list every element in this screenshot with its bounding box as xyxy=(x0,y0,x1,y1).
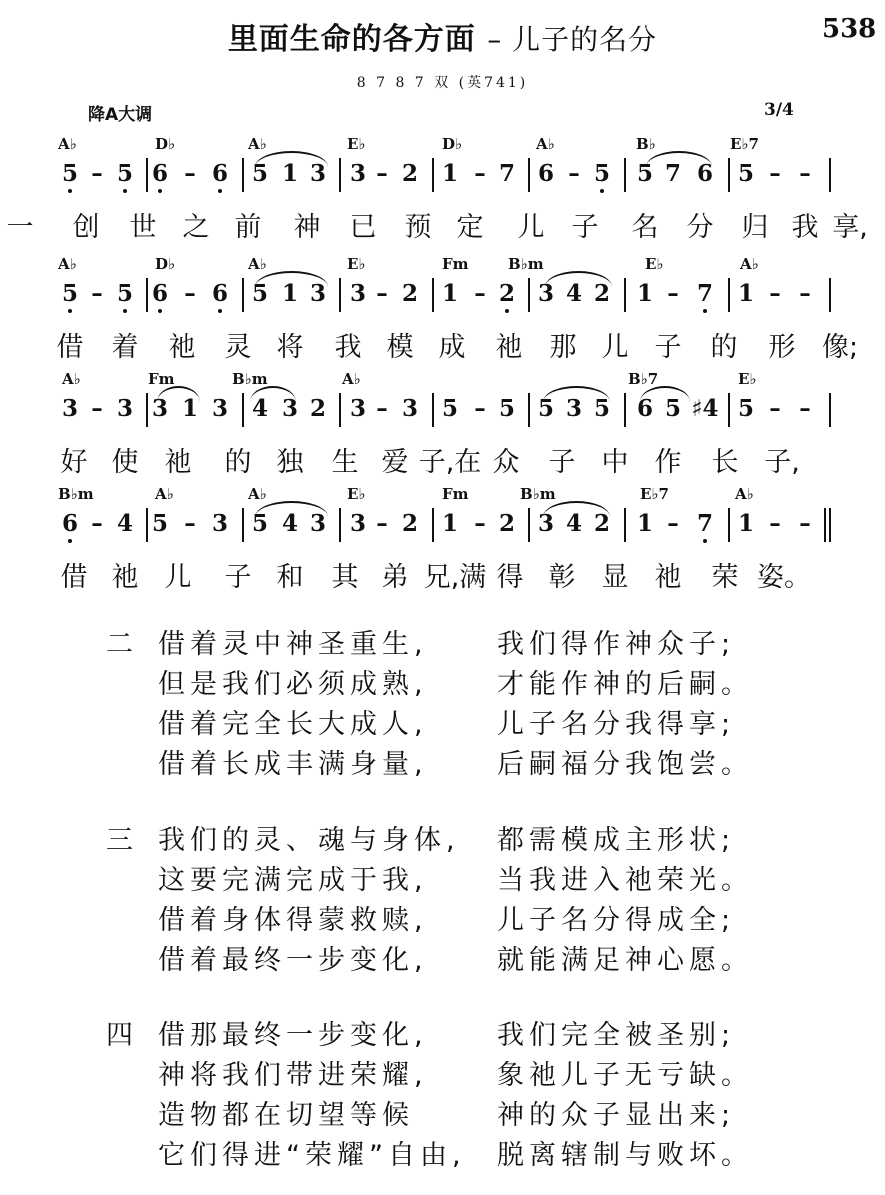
hymn-number: 538 xyxy=(822,14,877,44)
lyric-syllable: 成 xyxy=(438,332,466,363)
octave-dot xyxy=(158,189,162,193)
octave-dot xyxy=(68,309,72,313)
note: ♯4 xyxy=(691,395,719,422)
lyric-syllable: 那 xyxy=(549,332,577,363)
note: 2 xyxy=(593,510,611,537)
octave-dot xyxy=(505,309,509,313)
lyric-syllable: 荣 xyxy=(711,562,739,593)
lyric-syllable: 的 xyxy=(710,332,738,363)
verse-line-first-half: 借着最终一步变化, xyxy=(158,945,428,976)
note: 7 xyxy=(664,160,682,187)
chord-symbol: E♭ xyxy=(738,370,757,388)
note: 5 xyxy=(116,160,134,187)
chord-symbol: B♭m xyxy=(232,370,268,388)
note: 3 xyxy=(61,395,79,422)
lyric-syllable: 祂 xyxy=(654,562,682,593)
chord-symbol: B♭ xyxy=(636,135,656,153)
note: – xyxy=(376,510,388,537)
octave-dot xyxy=(158,309,162,313)
lyric-syllable: 好 xyxy=(60,447,88,478)
note: – xyxy=(568,160,580,187)
note: 3 xyxy=(309,280,327,307)
lyric-syllable: 中 xyxy=(601,447,629,478)
lyric-syllable: 借 xyxy=(60,562,88,593)
lyric-syllable: 子 xyxy=(548,447,576,478)
lyric-syllable: 模 xyxy=(386,332,414,363)
note: – xyxy=(91,395,103,422)
note: 6 xyxy=(151,160,169,187)
bar-line xyxy=(146,158,148,192)
note: 5 xyxy=(737,395,755,422)
bar-line xyxy=(528,393,530,427)
note: 3 xyxy=(151,395,169,422)
bar-line xyxy=(242,158,244,192)
note: 5 xyxy=(441,395,459,422)
bar-line xyxy=(242,508,244,542)
note: 5 xyxy=(116,280,134,307)
note: 3 xyxy=(349,280,367,307)
note: 7 xyxy=(696,510,714,537)
lyric-syllable: 弟 xyxy=(381,562,409,593)
note: – xyxy=(474,280,486,307)
verse-line-second-half: 我们得作神众子; xyxy=(497,629,736,660)
lyric-syllable: 子 xyxy=(224,562,252,593)
note: 2 xyxy=(309,395,327,422)
note: 3 xyxy=(211,395,229,422)
note: 3 xyxy=(537,510,555,537)
lyric-syllable: 将 xyxy=(276,332,304,363)
note: – xyxy=(799,280,811,307)
chord-symbol: E♭7 xyxy=(730,135,759,153)
chord-symbol: E♭ xyxy=(347,135,366,153)
note: – xyxy=(184,160,196,187)
verse-number: 四 xyxy=(106,1020,133,1051)
chord-symbol: A♭ xyxy=(740,255,759,273)
verse-line-first-half: 我们的灵、魂与身体, xyxy=(158,825,460,856)
lyric-row-three xyxy=(0,440,885,478)
note: 1 xyxy=(737,510,755,537)
note: 2 xyxy=(401,280,419,307)
note: 4 xyxy=(251,395,269,422)
note: 6 xyxy=(61,510,79,537)
note: – xyxy=(91,280,103,307)
note: – xyxy=(474,160,486,187)
verse-line-first-half: 借着灵中神圣重生, xyxy=(158,629,428,660)
bar-line xyxy=(624,393,626,427)
note: 4 xyxy=(281,510,299,537)
bar-line xyxy=(829,158,831,192)
lyric-syllable: 众 xyxy=(492,447,520,478)
lyric-syllable: 爱 xyxy=(381,447,409,478)
bar-line xyxy=(728,393,730,427)
chord-symbol: D♭ xyxy=(155,255,176,273)
note: 2 xyxy=(498,510,516,537)
note: 3 xyxy=(349,395,367,422)
chord-symbol: E♭ xyxy=(347,255,366,273)
note: – xyxy=(799,395,811,422)
bar-line xyxy=(829,508,831,542)
note: 6 xyxy=(696,160,714,187)
bar-line xyxy=(432,278,434,312)
lyric-syllable: 分 xyxy=(686,212,714,243)
hymn-title xyxy=(0,14,885,58)
note: 6 xyxy=(537,160,555,187)
note: 3 xyxy=(281,395,299,422)
bar-line xyxy=(432,508,434,542)
verse-line-first-half: 借着长成丰满身量, xyxy=(158,749,428,780)
chord-symbol: A♭ xyxy=(735,485,754,503)
verse-line-second-half: 后嗣福分我饱尝。 xyxy=(497,749,753,780)
lyric-syllable: 儿 xyxy=(517,212,545,243)
note: 4 xyxy=(565,510,583,537)
note: 7 xyxy=(696,280,714,307)
note: 5 xyxy=(251,280,269,307)
note: 3 xyxy=(401,395,419,422)
chord-symbol: B♭m xyxy=(58,485,94,503)
bar-line xyxy=(146,393,148,427)
lyric-syllable: 我 xyxy=(791,212,819,243)
note: 5 xyxy=(593,395,611,422)
chord-symbol: E♭7 xyxy=(640,485,669,503)
bar-line xyxy=(624,278,626,312)
note: 2 xyxy=(401,160,419,187)
lyric-row-four xyxy=(0,555,885,593)
hymn-title-sub: – 儿子的名分 xyxy=(487,23,658,56)
note: 4 xyxy=(116,510,134,537)
verse-line-first-half: 造物都在切望等候 xyxy=(158,1100,414,1131)
verse-line-first-half: 神将我们带进荣耀, xyxy=(158,1060,428,1091)
chord-symbol: A♭ xyxy=(248,485,267,503)
note: 6 xyxy=(211,280,229,307)
note: 3 xyxy=(116,395,134,422)
lyric-syllable: 子 xyxy=(571,212,599,243)
lyric-syllable: 预 xyxy=(404,212,432,243)
verse-line-first-half: 借着完全长大成人, xyxy=(158,709,428,740)
lyric-syllable: 的 xyxy=(224,447,252,478)
bar-line xyxy=(829,278,831,312)
note: – xyxy=(376,280,388,307)
note: – xyxy=(667,510,679,537)
note: – xyxy=(799,510,811,537)
note: 1 xyxy=(636,280,654,307)
lyric-syllable: 祂 xyxy=(168,332,196,363)
note: – xyxy=(474,395,486,422)
bar-line xyxy=(339,158,341,192)
verse-line-second-half: 儿子名分得成全; xyxy=(497,905,736,936)
chord-symbol: A♭ xyxy=(62,370,81,388)
verse-line-second-half: 才能作神的后嗣。 xyxy=(497,669,753,700)
note: 6 xyxy=(151,280,169,307)
bar-line xyxy=(624,158,626,192)
note: 3 xyxy=(537,280,555,307)
lyric-syllable: 形 xyxy=(768,332,796,363)
chord-symbol: Fm xyxy=(148,370,175,388)
note: 1 xyxy=(441,160,459,187)
bar-line xyxy=(829,393,831,427)
lyric-syllable: 姿。 xyxy=(757,562,811,593)
lyric-syllable: 长 xyxy=(711,447,739,478)
note-row-three xyxy=(0,393,885,427)
lyric-syllable: 祂 xyxy=(495,332,523,363)
slur xyxy=(646,151,712,167)
verse-line-second-half: 就能满足神心愿。 xyxy=(497,945,753,976)
note: 5 xyxy=(537,395,555,422)
note: 5 xyxy=(61,280,79,307)
octave-dot xyxy=(123,189,127,193)
verse-line-second-half: 当我进入祂荣光。 xyxy=(497,865,753,896)
hymn-title-main: 里面生命的各方面 xyxy=(227,22,476,57)
chord-symbol: B♭7 xyxy=(628,370,659,388)
lyric-syllable: 神 xyxy=(293,212,321,243)
note: 5 xyxy=(61,160,79,187)
note: 2 xyxy=(593,280,611,307)
note: 1 xyxy=(737,280,755,307)
chord-symbol: A♭ xyxy=(58,255,77,273)
note: 1 xyxy=(441,280,459,307)
note: 5 xyxy=(251,510,269,537)
chord-symbol: D♭ xyxy=(155,135,176,153)
note: 5 xyxy=(664,395,682,422)
note: – xyxy=(769,160,781,187)
note: – xyxy=(769,510,781,537)
lyric-syllable: 儿 xyxy=(164,562,192,593)
note: – xyxy=(799,160,811,187)
lyric-syllable: 得 xyxy=(496,562,524,593)
bar-line xyxy=(528,158,530,192)
lyric-syllable: 祂 xyxy=(164,447,192,478)
octave-dot xyxy=(703,309,707,313)
verse-line-first-half: 它们得进“荣耀”自由, xyxy=(158,1140,466,1171)
lyric-row-two xyxy=(0,325,885,363)
slur xyxy=(543,501,610,517)
lyric-syllable: 独 xyxy=(276,447,304,478)
bar-line xyxy=(339,393,341,427)
verse-line-first-half: 借那最终一步变化, xyxy=(158,1020,428,1051)
note: 5 xyxy=(737,160,755,187)
note: – xyxy=(376,160,388,187)
lyric-syllable: 之 xyxy=(182,212,210,243)
lyric-syllable: 着 xyxy=(111,332,139,363)
bar-line xyxy=(432,158,434,192)
note: 2 xyxy=(498,280,516,307)
lyric-syllable: 其 xyxy=(331,562,359,593)
octave-dot xyxy=(123,309,127,313)
lyric-syllable: 祂 xyxy=(111,562,139,593)
note: 2 xyxy=(401,510,419,537)
note: 1 xyxy=(281,160,299,187)
key-signature: 降A大调 xyxy=(88,105,153,125)
bar-line xyxy=(146,278,148,312)
bar-line xyxy=(339,278,341,312)
lyric-syllable: 灵 xyxy=(224,332,252,363)
chord-symbol: A♭ xyxy=(248,135,267,153)
note: – xyxy=(91,510,103,537)
bar-line xyxy=(339,508,341,542)
note: 3 xyxy=(565,395,583,422)
note: – xyxy=(184,510,196,537)
note: 1 xyxy=(181,395,199,422)
lyric-syllable: 子,在 xyxy=(418,447,482,478)
note: 3 xyxy=(211,510,229,537)
verse-number: 二 xyxy=(106,629,133,660)
note: – xyxy=(667,280,679,307)
bar-line xyxy=(728,278,730,312)
chord-symbol: B♭m xyxy=(508,255,544,273)
lyric-syllable: 创 xyxy=(72,212,100,243)
verse-line-second-half: 我们完全被圣别; xyxy=(497,1020,736,1051)
lyric-syllable: 显 xyxy=(601,562,629,593)
note: 4 xyxy=(565,280,583,307)
note: 3 xyxy=(349,510,367,537)
lyric-syllable: 归 xyxy=(741,212,769,243)
verse-line-second-half: 神的众子显出来; xyxy=(497,1100,736,1131)
lyric-syllable: 一 xyxy=(6,212,34,243)
chord-symbol: A♭ xyxy=(155,485,174,503)
note: 6 xyxy=(636,395,654,422)
verse-line-second-half: 儿子名分我得享; xyxy=(497,709,736,740)
note: 5 xyxy=(636,160,654,187)
note: – xyxy=(376,395,388,422)
chord-symbol: Fm xyxy=(442,485,469,503)
note: 6 xyxy=(211,160,229,187)
note: 5 xyxy=(498,395,516,422)
bar-line xyxy=(242,393,244,427)
slur xyxy=(255,501,328,517)
lyric-syllable: 彰 xyxy=(548,562,576,593)
slur xyxy=(255,271,328,287)
lyric-syllable: 享, xyxy=(832,212,868,243)
lyric-syllable: 儿 xyxy=(601,332,629,363)
lyric-syllable: 兄,满 xyxy=(423,562,487,593)
lyric-syllable: 子 xyxy=(654,332,682,363)
note-row-two xyxy=(0,278,885,312)
note-row-one xyxy=(0,158,885,192)
note: 3 xyxy=(309,510,327,537)
chord-symbol: A♭ xyxy=(536,135,555,153)
slur xyxy=(250,386,296,402)
slur xyxy=(640,386,690,402)
meter-line: 8 7 8 7 双 (英741) xyxy=(356,75,529,91)
verse-line-first-half: 这要完满完成于我, xyxy=(158,865,428,896)
verse-line-second-half: 象祂儿子无亏缺。 xyxy=(497,1060,753,1091)
octave-dot xyxy=(68,539,72,543)
note: – xyxy=(184,280,196,307)
slur xyxy=(545,271,612,287)
chord-symbol: A♭ xyxy=(58,135,77,153)
verse-line-first-half: 借着身体得蒙救赎, xyxy=(158,905,428,936)
bar-line xyxy=(432,393,434,427)
lyric-syllable: 生 xyxy=(331,447,359,478)
note: 1 xyxy=(636,510,654,537)
note: – xyxy=(91,160,103,187)
note-row-four xyxy=(0,508,885,542)
note: 5 xyxy=(151,510,169,537)
chord-symbol: D♭ xyxy=(442,135,463,153)
verse-line-second-half: 脱离辖制与败坏。 xyxy=(497,1140,753,1171)
octave-dot xyxy=(68,189,72,193)
octave-dot xyxy=(218,189,222,193)
bar-line xyxy=(242,278,244,312)
lyric-syllable: 前 xyxy=(234,212,262,243)
verse-number: 三 xyxy=(106,825,133,856)
octave-dot xyxy=(600,189,604,193)
slur xyxy=(255,151,328,167)
lyric-syllable: 定 xyxy=(456,212,484,243)
lyric-syllable: 使 xyxy=(111,447,139,478)
note: – xyxy=(769,280,781,307)
chord-symbol: A♭ xyxy=(248,255,267,273)
lyric-syllable: 作 xyxy=(654,447,682,478)
lyric-syllable: 像; xyxy=(821,332,859,363)
note: – xyxy=(474,510,486,537)
note: 1 xyxy=(281,280,299,307)
time-signature: 3/4 xyxy=(764,100,794,120)
lyric-syllable: 子, xyxy=(764,447,800,478)
note: 3 xyxy=(349,160,367,187)
lyric-syllable: 已 xyxy=(349,212,377,243)
note: 5 xyxy=(251,160,269,187)
chord-symbol: E♭ xyxy=(347,485,366,503)
chord-symbol: B♭m xyxy=(520,485,556,503)
slur xyxy=(543,386,610,402)
bar-line xyxy=(528,508,530,542)
lyric-syllable: 我 xyxy=(334,332,362,363)
chord-symbol: A♭ xyxy=(342,370,361,388)
verse-line-second-half: 都需模成主形状; xyxy=(497,825,736,856)
lyric-syllable: 名 xyxy=(631,212,659,243)
note: 1 xyxy=(441,510,459,537)
bar-line xyxy=(528,278,530,312)
slur xyxy=(157,386,200,402)
chord-symbol: E♭ xyxy=(645,255,664,273)
note: – xyxy=(769,395,781,422)
lyric-row-one xyxy=(0,205,885,243)
chord-symbol: Fm xyxy=(442,255,469,273)
octave-dot xyxy=(703,539,707,543)
verse-line-first-half: 但是我们必须成熟, xyxy=(158,669,428,700)
note: 5 xyxy=(593,160,611,187)
bar-line xyxy=(728,508,730,542)
octave-dot xyxy=(218,309,222,313)
bar-line xyxy=(624,508,626,542)
bar-line xyxy=(728,158,730,192)
lyric-syllable: 世 xyxy=(129,212,157,243)
note: 3 xyxy=(309,160,327,187)
bar-line xyxy=(146,508,148,542)
lyric-syllable: 和 xyxy=(276,562,304,593)
lyric-syllable: 借 xyxy=(56,332,84,363)
note: 7 xyxy=(498,160,516,187)
